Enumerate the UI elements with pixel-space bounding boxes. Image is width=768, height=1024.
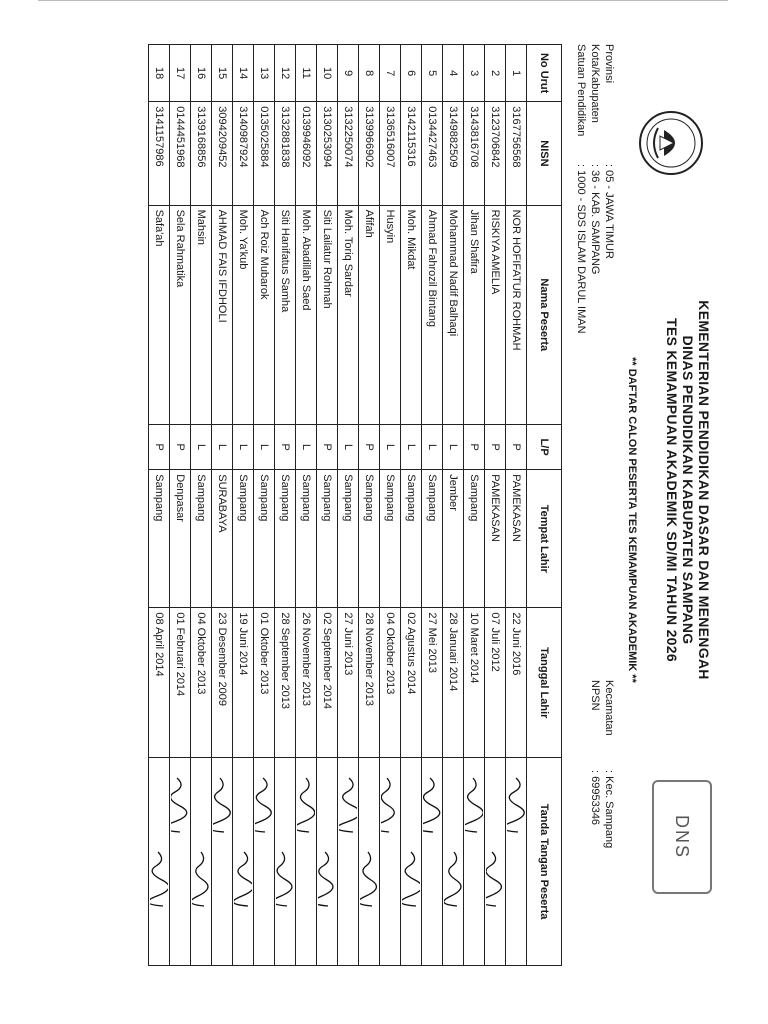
table-row <box>212 45 233 966</box>
cell-tanggal: 23 Desember 2009 <box>212 608 233 758</box>
cell-lp: P <box>485 424 506 469</box>
cell-tanggal: 26 November 2013 <box>296 608 317 758</box>
cell-tanggal: 27 Mei 2013 <box>422 608 443 758</box>
cell-nama: Moh. Toriq Sardar <box>338 205 359 424</box>
table-row <box>317 45 338 966</box>
cell-no: 3 <box>464 45 485 102</box>
provinsi-label: Provinsi <box>603 44 615 84</box>
cell-nama: Siti Lailatur Rohmah <box>317 205 338 424</box>
cell-tempat: PAMEKASAN <box>506 470 527 608</box>
cell-tempat: Sampang <box>275 470 296 608</box>
cell-nisn: 3132881838 <box>275 102 296 205</box>
cell-tanggal: 01 Februari 2014 <box>170 608 191 758</box>
cell-lp: L <box>212 424 233 469</box>
handwritten-signature-icon <box>440 850 462 910</box>
cell-tempat: Sampang <box>380 470 401 608</box>
header-test: TES KEMAMPUAN AKADEMIK SD/MI TAHUN 2026 <box>664 318 680 662</box>
cell-no: 12 <box>275 45 296 102</box>
cell-nama: Moh. Abadillah Saed <box>296 205 317 424</box>
handwritten-signature-icon <box>188 850 210 910</box>
cell-nisn: 0144451968 <box>170 102 191 205</box>
document-header <box>664 230 712 750</box>
cell-signature <box>233 758 254 966</box>
dns-stamp: DNS <box>652 780 712 894</box>
cell-nama: Husyin <box>380 205 401 424</box>
table-row <box>233 45 254 966</box>
table-row <box>506 45 527 966</box>
cell-lp: L <box>443 424 464 469</box>
cell-tempat: Sampang <box>464 470 485 608</box>
cell-nama: Mohammad Nadif Balhaqi <box>443 205 464 424</box>
cell-lp: P <box>359 424 380 469</box>
cell-tanggal: 04 Oktober 2013 <box>191 608 212 758</box>
cell-nama: NOR HOFIFATUR ROHMAH <box>506 205 527 424</box>
cell-lp: P <box>317 424 338 469</box>
handwritten-signature-icon <box>503 776 525 836</box>
cell-tempat: Jember <box>443 470 464 608</box>
cell-no: 10 <box>317 45 338 102</box>
cell-signature <box>275 758 296 966</box>
cell-nisn: 3132250074 <box>338 102 359 205</box>
cell-no: 8 <box>359 45 380 102</box>
cell-tempat: Sampang <box>401 470 422 608</box>
handwritten-signature-icon <box>146 850 168 910</box>
cell-no: 16 <box>191 45 212 102</box>
cell-nisn: 3136516007 <box>380 102 401 205</box>
cell-lp: L <box>401 424 422 469</box>
cell-signature <box>317 758 338 966</box>
table-row <box>422 45 443 966</box>
cell-nama: Moh. Ya'kub <box>233 205 254 424</box>
cell-nama: RISKIYA AMELIA <box>485 205 506 424</box>
handwritten-signature-icon <box>419 776 441 836</box>
provinsi-value: : 05 - JAWA TIMUR <box>603 164 615 259</box>
table-row <box>401 45 422 966</box>
rotated-document <box>0 30 712 1010</box>
table-row <box>191 45 212 966</box>
cell-tanggal: 28 September 2013 <box>275 608 296 758</box>
cell-signature <box>296 758 317 966</box>
cell-tanggal: 02 Agustus 2014 <box>401 608 422 758</box>
handwritten-signature-icon <box>230 850 252 910</box>
cell-tanggal: 19 Juni 2014 <box>233 608 254 758</box>
col-nisn: NISN <box>527 102 562 205</box>
cell-nama: Sela Rahmatika <box>170 205 191 424</box>
tut-wuri-handayani-logo-icon <box>638 110 704 176</box>
cell-signature <box>422 758 443 966</box>
col-tanda-tangan: Tanda Tangan Peserta <box>527 758 562 966</box>
handwritten-signature-icon <box>251 776 273 836</box>
meta-right <box>588 680 616 848</box>
cell-no: 15 <box>212 45 233 102</box>
cell-nama: AHMAD FAIS IFDHOLI <box>212 205 233 424</box>
cell-tempat: Sampang <box>254 470 275 608</box>
cell-nisn: 3142115316 <box>401 102 422 205</box>
header-ministry: KEMENTERIAN PENDIDIKAN DASAR DAN MENENGAH <box>696 300 712 680</box>
cell-signature <box>338 758 359 966</box>
cell-signature <box>170 758 191 966</box>
cell-nisn: 0139946092 <box>296 102 317 205</box>
cell-nama: Ahmad Fahrozil Bintang <box>422 205 443 424</box>
cell-no: 14 <box>233 45 254 102</box>
handwritten-signature-icon <box>356 850 378 910</box>
handwritten-signature-icon <box>293 776 315 836</box>
cell-lp: L <box>233 424 254 469</box>
meta-left <box>574 44 616 334</box>
cell-tempat: Denpasar <box>170 470 191 608</box>
cell-tempat: Sampang <box>296 470 317 608</box>
cell-signature <box>485 758 506 966</box>
cell-lp: P <box>275 424 296 469</box>
cell-no: 9 <box>338 45 359 102</box>
cell-nisn: 3139168856 <box>191 102 212 205</box>
cell-no: 6 <box>401 45 422 102</box>
cell-tanggal: 10 Maret 2014 <box>464 608 485 758</box>
table-row <box>359 45 380 966</box>
cell-tanggal: 27 Juni 2013 <box>338 608 359 758</box>
cell-nisn: 3167756568 <box>506 102 527 205</box>
cell-tanggal: 01 Oktober 2013 <box>254 608 275 758</box>
cell-nisn: 3143816708 <box>464 102 485 205</box>
header-office: DINAS PENDIDIKAN KABUPATEN SAMPANG <box>680 335 696 645</box>
cell-tanggal: 07 Juli 2012 <box>485 608 506 758</box>
cell-tempat: PAMEKASAN <box>485 470 506 608</box>
cell-no: 2 <box>485 45 506 102</box>
cell-nisn: 3141157986 <box>149 102 170 205</box>
cell-nisn: 3130253094 <box>317 102 338 205</box>
cell-no: 17 <box>170 45 191 102</box>
col-lp: L/P <box>527 424 562 469</box>
col-no: No Urut <box>527 45 562 102</box>
cell-signature <box>464 758 485 966</box>
cell-tanggal: 04 Oktober 2013 <box>380 608 401 758</box>
cell-no: 13 <box>254 45 275 102</box>
cell-lp: P <box>170 424 191 469</box>
cell-lp: L <box>191 424 212 469</box>
cell-tanggal: 08 April 2014 <box>149 608 170 758</box>
kota-value: : 36 - KAB. SAMPANG <box>589 164 601 275</box>
cell-tempat: Sampang <box>338 470 359 608</box>
cell-no: 11 <box>296 45 317 102</box>
cell-no: 5 <box>422 45 443 102</box>
handwritten-signature-icon <box>272 850 294 910</box>
cell-signature <box>380 758 401 966</box>
cell-tempat: Sampang <box>422 470 443 608</box>
cell-tempat: SURABAYA <box>212 470 233 608</box>
cell-no: 1 <box>506 45 527 102</box>
cell-nama: Moh. Mikdat <box>401 205 422 424</box>
cell-tempat: Sampang <box>149 470 170 608</box>
cell-lp: L <box>422 424 443 469</box>
cell-signature <box>149 758 170 966</box>
cell-signature <box>254 758 275 966</box>
document-subtitle: ** DAFTAR CALON PESERTA TES KEMAMPUAN AKADEMIK ** <box>626 357 638 683</box>
cell-lp: P <box>149 424 170 469</box>
table-row <box>254 45 275 966</box>
cell-nisn: 0135025884 <box>254 102 275 205</box>
handwritten-signature-icon <box>335 776 357 836</box>
cell-nama: Safa'ah <box>149 205 170 424</box>
table-row <box>296 45 317 966</box>
cell-nisn: 3123706842 <box>485 102 506 205</box>
handwritten-signature-icon <box>398 850 420 910</box>
handwritten-signature-icon <box>482 850 504 910</box>
participant-table <box>148 44 562 966</box>
cell-lp: P <box>506 424 527 469</box>
cell-lp: P <box>464 424 485 469</box>
cell-signature <box>401 758 422 966</box>
handwritten-signature-icon <box>209 776 231 836</box>
cell-tanggal: 02 September 2014 <box>317 608 338 758</box>
cell-nisn: 0134427463 <box>422 102 443 205</box>
table-header-row <box>527 45 562 966</box>
cell-nisn: 3140987924 <box>233 102 254 205</box>
cell-no: 4 <box>443 45 464 102</box>
satuan-value: : 1000 - SDS ISLAM DARUL IMAN <box>575 164 587 334</box>
table-row <box>338 45 359 966</box>
cell-nisn: 3139966902 <box>359 102 380 205</box>
cell-tanggal: 28 Januari 2014 <box>443 608 464 758</box>
cell-lp: L <box>296 424 317 469</box>
table-row <box>149 45 170 966</box>
cell-tempat: Sampang <box>191 470 212 608</box>
table-row <box>275 45 296 966</box>
kota-label: Kota/Kabupaten <box>589 44 601 123</box>
cell-lp: L <box>254 424 275 469</box>
cell-nisn: 3149882509 <box>443 102 464 205</box>
npsn-value: : 69953346 <box>589 770 601 826</box>
cell-signature <box>359 758 380 966</box>
cell-tanggal: 28 November 2013 <box>359 608 380 758</box>
handwritten-signature-icon <box>461 776 483 836</box>
npsn-label: NPSN <box>589 680 601 711</box>
col-nama: Nama Peserta <box>527 205 562 424</box>
cell-signature <box>212 758 233 966</box>
cell-signature <box>506 758 527 966</box>
satuan-label: Satuan Pendidikan <box>575 44 587 137</box>
cell-signature <box>191 758 212 966</box>
cell-tempat: Sampang <box>359 470 380 608</box>
col-tanggal: Tanggal Lahir <box>527 608 562 758</box>
cell-nama: Ach Roiz Mubarok <box>254 205 275 424</box>
table-row <box>485 45 506 966</box>
cell-lp: L <box>338 424 359 469</box>
cell-signature <box>443 758 464 966</box>
table-row <box>443 45 464 966</box>
cell-nama: Mahsin <box>191 205 212 424</box>
table-body <box>149 45 527 966</box>
cell-nama: Siti Hanifatus Samha <box>275 205 296 424</box>
kecamatan-label: Kecamatan <box>603 680 615 736</box>
cell-no: 7 <box>380 45 401 102</box>
cell-tempat: Sampang <box>317 470 338 608</box>
table-row <box>464 45 485 966</box>
cell-nama: Jihan Shafira <box>464 205 485 424</box>
cell-lp: L <box>380 424 401 469</box>
cell-nama: Afifah <box>359 205 380 424</box>
handwritten-signature-icon <box>167 776 189 836</box>
handwritten-signature-icon <box>377 776 399 836</box>
cell-tempat: Sampang <box>233 470 254 608</box>
kecamatan-value: : Kec. Sampang <box>603 770 615 849</box>
cell-no: 18 <box>149 45 170 102</box>
handwritten-signature-icon <box>314 850 336 910</box>
col-tempat: Tempat Lahir <box>527 470 562 608</box>
cell-tanggal: 22 Juni 2016 <box>506 608 527 758</box>
table-row <box>380 45 401 966</box>
cell-nisn: 3094209452 <box>212 102 233 205</box>
table-row <box>170 45 191 966</box>
